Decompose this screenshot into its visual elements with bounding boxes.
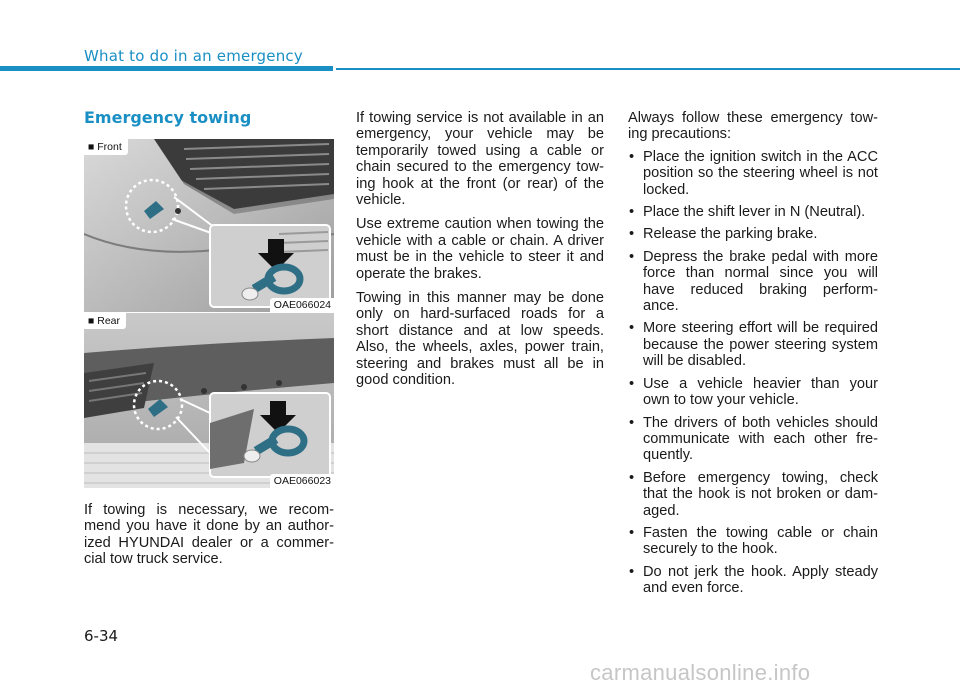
section-header: What to do in an emergency [84,47,303,65]
bullet-icon: • [629,148,635,165]
header-rule-thin [336,68,960,70]
paragraph-towing-service: If towing service is not available in an emergency, your vehicle may be temporarily towed using a cable or chain secured to the emergency tow-ing hook at the front (or rear) of the vehicle. [356,110,604,209]
bullet-icon: • [629,320,635,337]
list-item-text: Depress the brake pedal with more force than normal since you will have reduced braking perform-ance. [643,248,878,315]
list-item [628,376,878,409]
list-item-text: Before emergency towing, check that the hook is not broken or dam-aged. [643,469,878,519]
list-item-text: Use a vehicle heavier than your own to tow your vehicle. [643,375,878,409]
list-item [628,525,878,558]
bullet-icon: • [629,248,635,265]
list-item-text: More steering effort will be required because the power steering system will be disabled. [643,320,878,370]
list-item [628,415,878,464]
left-column-text [84,502,334,576]
left-column [84,108,334,132]
rear-figure-label: ■ Rear [84,313,126,329]
bullet-icon: • [629,469,635,486]
header-rule-thick [0,66,333,71]
right-column [628,110,878,603]
list-item [628,204,878,220]
list-item [628,470,878,519]
page-number: 6-34 [84,627,119,645]
front-figure-code: OAE066024 [270,298,334,312]
rear-figure-code: OAE066023 [270,474,334,488]
precautions-intro: Always follow these emergency tow-ing precautions: [628,110,878,143]
front-bumper-drawing [84,139,334,312]
rear-bumper-drawing [84,313,334,488]
list-item-text: The drivers of both vehicles should communicate with each other fre-quently. [643,414,878,464]
towing-recommendation-paragraph: If towing is necessary, we recom-mend you have it done by an author-ized HYUNDAI dealer or a commer-cial tow truck service. [84,502,334,568]
watermark: carmanualsonline.info [590,660,811,685]
list-item-text: Do not jerk the hook. Apply steady and even force. [643,563,878,597]
list-item [628,320,878,369]
bullet-icon: • [629,563,635,580]
list-item-text: Fasten the towing cable or chain securely to the hook. [643,524,878,558]
bullet-icon: • [629,524,635,541]
list-item [628,249,878,315]
precautions-list [628,149,878,597]
bullet-icon: • [629,375,635,392]
list-item [628,149,878,198]
paragraph-road-conditions: Towing in this manner may be done only on hard-surfaced roads for a short distance and at low speeds. Also, the wheels, axles, power train, steering and brakes must all be in good condition. [356,290,604,389]
list-item [628,226,878,242]
list-item-text: Release the parking brake. [643,226,818,243]
bullet-icon: • [629,204,635,221]
front-tow-hook-illustration [84,139,334,312]
bullet-icon: • [629,226,635,243]
middle-column [356,110,604,397]
list-item [628,564,878,597]
rear-tow-hook-illustration [84,313,334,488]
bullet-icon: • [629,414,635,431]
page-title: Emergency towing [84,108,252,127]
front-figure-label: ■ Front [84,139,128,155]
list-item-text: Place the shift lever in N (Neutral). [643,204,866,221]
list-item-text: Place the ignition switch in the ACC position so the steering wheel is not locked. [643,148,878,198]
paragraph-extreme-caution: Use extreme caution when towing the vehicle with a cable or chain. A driver must be in the vehicle to steer it and operate the brakes. [356,216,604,282]
